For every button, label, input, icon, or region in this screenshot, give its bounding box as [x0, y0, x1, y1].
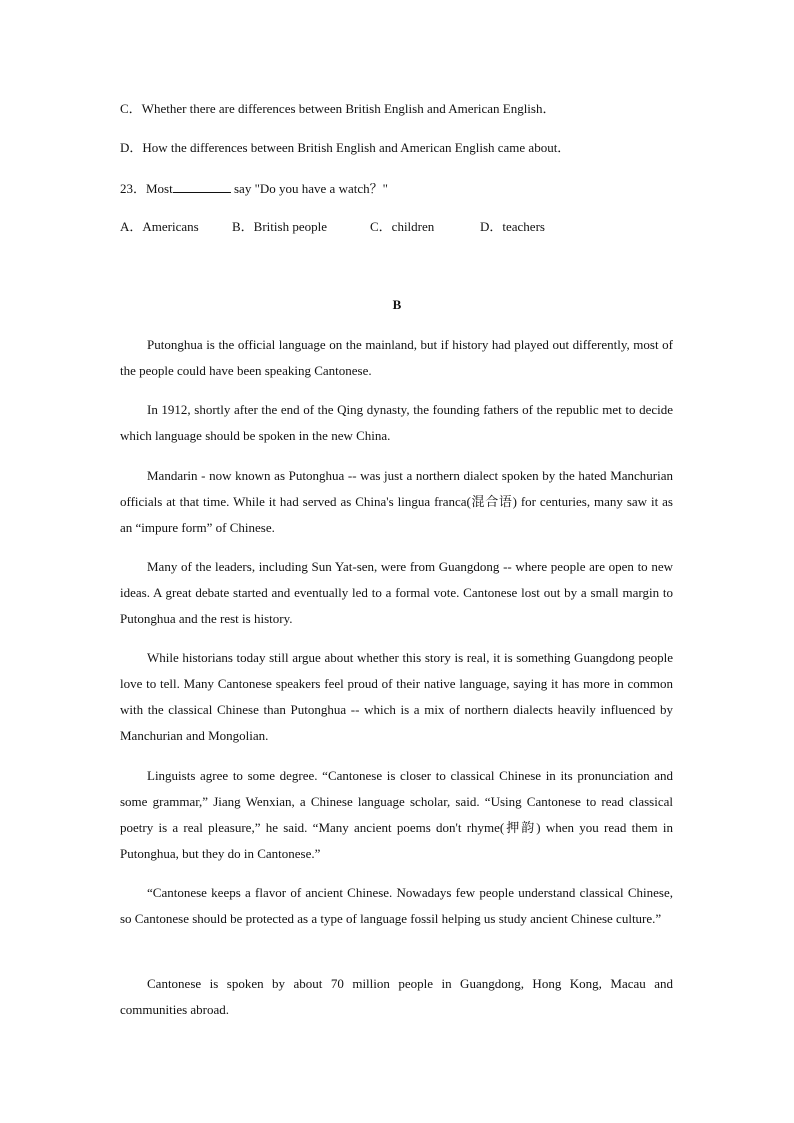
question-23-stem-start: 23．Most [120, 181, 173, 196]
paragraph-5: While historians today still argue about whether this story is real, it is something Guangdong people love to tell. Many Cantonese speakers feel proud of their native language, saying it has more in common with the classical Chinese than Putonghua -- which is a mix of northern dialects heavily influenced by Manchurian and Mongolian. [120, 650, 673, 743]
question-23-options [120, 217, 680, 237]
paragraph-3: Mandarin - now known as Putonghua -- was just a northern dialect spoken by the hated Manchurian officials at that time. While it had served as China's lingua franca(混合语) for centuries, many saw it as an “impure form” of Chinese. [120, 468, 673, 535]
paragraph-1: Putonghua is the official language on the mainland, but if history had played out differently, most of the people could have been speaking Cantonese. [120, 337, 673, 378]
question-option-d: D．How the differences between British English and American English came about． [120, 140, 571, 155]
option-b: B．British people [232, 219, 327, 234]
option-c: C．children [370, 219, 435, 234]
option-d: D．teachers [480, 219, 545, 234]
question-option-c: C．Whether there are differences between British English and American English． [120, 101, 556, 116]
answer-blank [173, 178, 231, 193]
paragraph-7: “Cantonese keeps a flavor of ancient Chinese. Nowadays few people understand classical Chinese, so Cantonese should be protected as a type of language fossil helping us study ancient Chinese culture.” [120, 885, 673, 926]
paragraph-4: Many of the leaders, including Sun Yat-sen, were from Guangdong -- where people are open to new ideas. A great debate started and eventually led to a formal vote. Cantonese lost out by a small margin to Putonghua and the rest is history. [120, 559, 673, 626]
question-23 [120, 178, 680, 199]
paragraph-6: Linguists agree to some degree. “Cantonese is closer to classical Chinese in its pronunciation and some grammar,” Jiang Wenxian, a Chinese language scholar, said. “Using Cantonese to read classical poetry is a real pleasure,” he said. “Many ancient poems don't rhyme(押韵) when you read them in Putonghua, but they do in Cantonese.” [120, 768, 673, 861]
option-a: A．Americans [120, 219, 199, 234]
paragraph-2: In 1912, shortly after the end of the Qing dynasty, the founding fathers of the republic met to decide which language should be spoken in the new China. [120, 402, 673, 443]
section-title: B [392, 297, 402, 312]
question-23-stem-end: say "Do you have a watch？" [230, 181, 388, 196]
paragraph-8: Cantonese is spoken by about 70 million people in Guangdong, Hong Kong, Macau and communities abroad. [120, 976, 673, 1017]
